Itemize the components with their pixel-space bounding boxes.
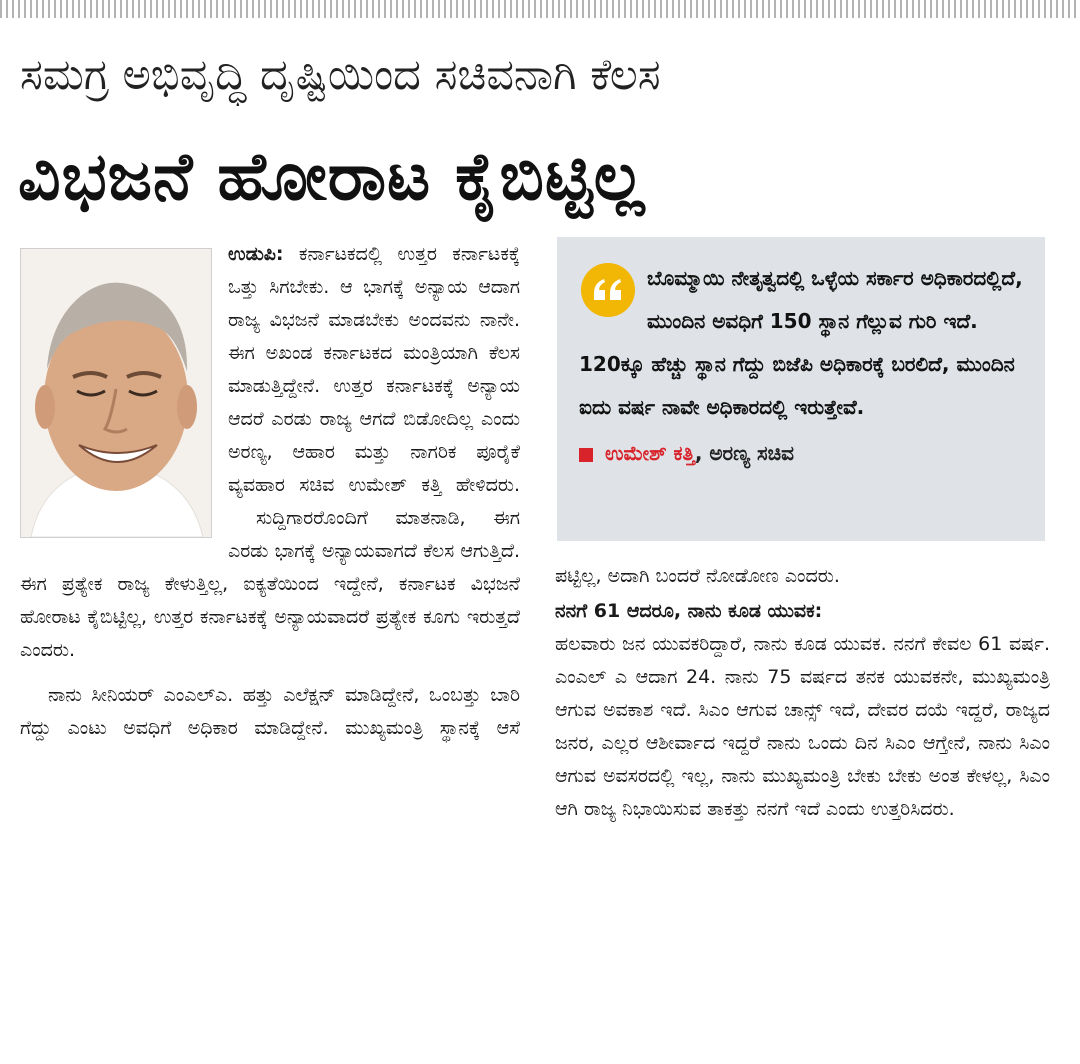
article-column-right	[555, 560, 1050, 826]
pull-quote-text: ಬೊಮ್ಮಾಯಿ ನೇತೃತ್ವದಲ್ಲಿ ಒಳ್ಳೆಯ ಸರ್ಕಾರ ಅಧಿಕಾರದಲ್ಲಿದೆ, ಮುಂದಿನ ಅವಧಿಗೆ 150 ಸ್ಥಾನ ಗೆಲ್ಲುವ ಗುರಿ ಇದೆ. 120ಕ್ಕೂ ಹೆಚ್ಚು ಸ್ಥಾನ ಗೆದ್ದು ಬಿಜೆಪಿ ಅಧಿಕಾರಕ್ಕೆ ಬರಲಿದೆ, ಮುಂದಿನ ಐದು ವರ್ಷ ನಾವೇ ಅಧಿಕಾರದಲ್ಲಿ ಇರುತ್ತೇವೆ.	[579, 266, 1023, 419]
lead-text: ಕರ್ನಾಟಕದಲ್ಲಿ ಉತ್ತರ ಕರ್ನಾಟಕಕ್ಕೆ ಒತ್ತು ಸಿಗಬೇಕು. ಆ ಭಾಗಕ್ಕೆ ಅನ್ಯಾಯ ಆದಾಗ ರಾಜ್ಯ ವಿಭಜನೆ ಮಾಡಬೇಕು ಅಂದವನು ನಾನೇ. ಈಗ ಅಖಂಡ ಕರ್ನಾಟಕದ ಮಂತ್ರಿಯಾಗಿ ಕೆಲಸ ಮಾಡುತ್ತಿದ್ದೇನೆ. ಉತ್ತರ ಕರ್ನಾಟಕಕ್ಕೆ ಅನ್ಯಾಯ ಆದರೆ ಎರಡು ರಾಜ್ಯ ಆಗದೆ ಬಿಡೋದಿಲ್ಲ ಎಂದು ಅರಣ್ಯ, ಆಹಾರ ಮತ್ತು ನಾಗರಿಕ ಪೂರೈಕೆ ವ್ಯವಹಾರ ಸಚಿವ ಉಮೇಶ್ ಕತ್ತಿ ಹೇಳಿದರು.	[228, 243, 521, 496]
main-headline: ವಿಭಜನೆ ಹೋರಾಟ ಕೈಬಿಟ್ಟಿಲ್ಲ	[18, 138, 646, 215]
paragraph-2: ಸುದ್ದಿಗಾರರೊಂದಿಗೆ ಮಾತನಾಡಿ, ಈಗ ಎರಡು ಭಾಗಕ್ಕೆ ಅನ್ಯಾಯವಾಗದೆ ಕೆಲಸ ಆಗುತ್ತಿದೆ. ಈಗ ಪ್ರತ್ಯೇಕ ರಾಜ್ಯ ಕೇಳುತ್ತಿಲ್ಲ, ಐಕ್ಯತೆಯಿಂದ ಇದ್ದೇನೆ, ಕರ್ನಾಟಕ ವಿಭಜನೆ ಹೋರಾಟ ಕೈಬಿಟ್ಟಿಲ್ಲ, ಉತ್ತರ ಕರ್ನಾಟಕಕ್ಕೆ ಅನ್ಯಾಯವಾದರೆ ಪ್ರತ್ಯೇಕ ಕೂಗು ಇರುತ್ತದೆ ಎಂದರು.	[20, 507, 520, 661]
article-column-left	[20, 238, 520, 745]
kicker-headline: ಸಮಗ್ರ ಅಭಿವೃದ್ಧಿ ದೃಷ್ಟಿಯಿಂದ ಸಚಿವನಾಗಿ ಕೆಲಸ	[20, 50, 661, 100]
dateline: ಉಡುಪಿ:	[228, 243, 284, 265]
paragraph-4: ಹಲವಾರು ಜನ ಯುವಕರಿದ್ದಾರೆ, ನಾನು ಕೂಡ ಯುವಕ. ನನಗೆ ಕೇವಲ 61 ವರ್ಷ. ಎಂಎಲ್ ಎ ಆದಾಗ 24. ನಾನು 75 ವರ್ಷದ ತನಕ ಯುವಕನೇ, ಮುಖ್ಯಮಂತ್ರಿ ಆಗುವ ಅವಕಾಶ ಇದೆ. ಸಿಎಂ ಆಗುವ ಚಾನ್ಸ್ ಇದೆ, ದೇವರ ದಯೆ ಇದ್ದರೆ, ರಾಜ್ಯದ ಜನರ, ಎಲ್ಲರ ಆಶೀರ್ವಾದ ಇದ್ದರೆ ನಾನು ಒಂದು ದಿನ ಸಿಎಂ ಆಗ್ತೇನೆ, ನಾನು ಸಿಎಂ ಆಗುವ ಅವಸರದಲ್ಲಿ ಇಲ್ಲ, ನಾನು ಮುಖ್ಯಮಂತ್ರಿ ಬೇಕು ಬೇಕು ಅಂತ ಕೇಳಲ್ಲ, ಸಿಎಂ ಆಗಿ ರಾಜ್ಯ ನಿಭಾಯಿಸುವ ತಾಕತ್ತು ನನಗೆ ಇದೆ ಎಂದು ಉತ್ತರಿಸಿದರು.	[555, 633, 1050, 820]
portrait-photo	[20, 248, 212, 538]
byline-name: ಉಮೇಶ್ ಕತ್ತಿ	[605, 441, 695, 465]
paragraph-3: ನಾನು ಸೀನಿಯರ್ ಎಂಎಲ್‌ಎ. ಹತ್ತು ಎಲೆಕ್ಷನ್ ಮಾಡಿದ್ದೇನೆ, ಒಂಬತ್ತು ಬಾರಿ ಗೆದ್ದು ಎಂಟು ಅವಧಿಗೆ ಅಧಿಕಾರ ಮಾಡಿದ್ದೇನೆ. ಮುಖ್ಯಮಂತ್ರಿ ಸ್ಥಾನಕ್ಕೆ ಆಸೆ	[20, 684, 520, 739]
subheading: ನನಗೆ 61 ಆದರೂ, ನಾನು ಕೂಡ ಯುವಕ:	[555, 600, 823, 622]
byline-role: , ಅರಣ್ಯ ಸಚಿವ	[694, 441, 794, 465]
paragraph-3-continued: ಪಟ್ಟಿಲ್ಲ, ಅದಾಗಿ ಬಂದರೆ ನೋಡೋಣ ಎಂದರು.	[555, 565, 840, 587]
perforation-edge	[0, 0, 1080, 18]
quote-mark-icon	[581, 263, 635, 317]
lead-paragraph	[20, 238, 520, 502]
pull-quote-byline	[579, 433, 1025, 473]
red-square-icon	[579, 448, 593, 462]
pull-quote-box	[557, 237, 1045, 541]
